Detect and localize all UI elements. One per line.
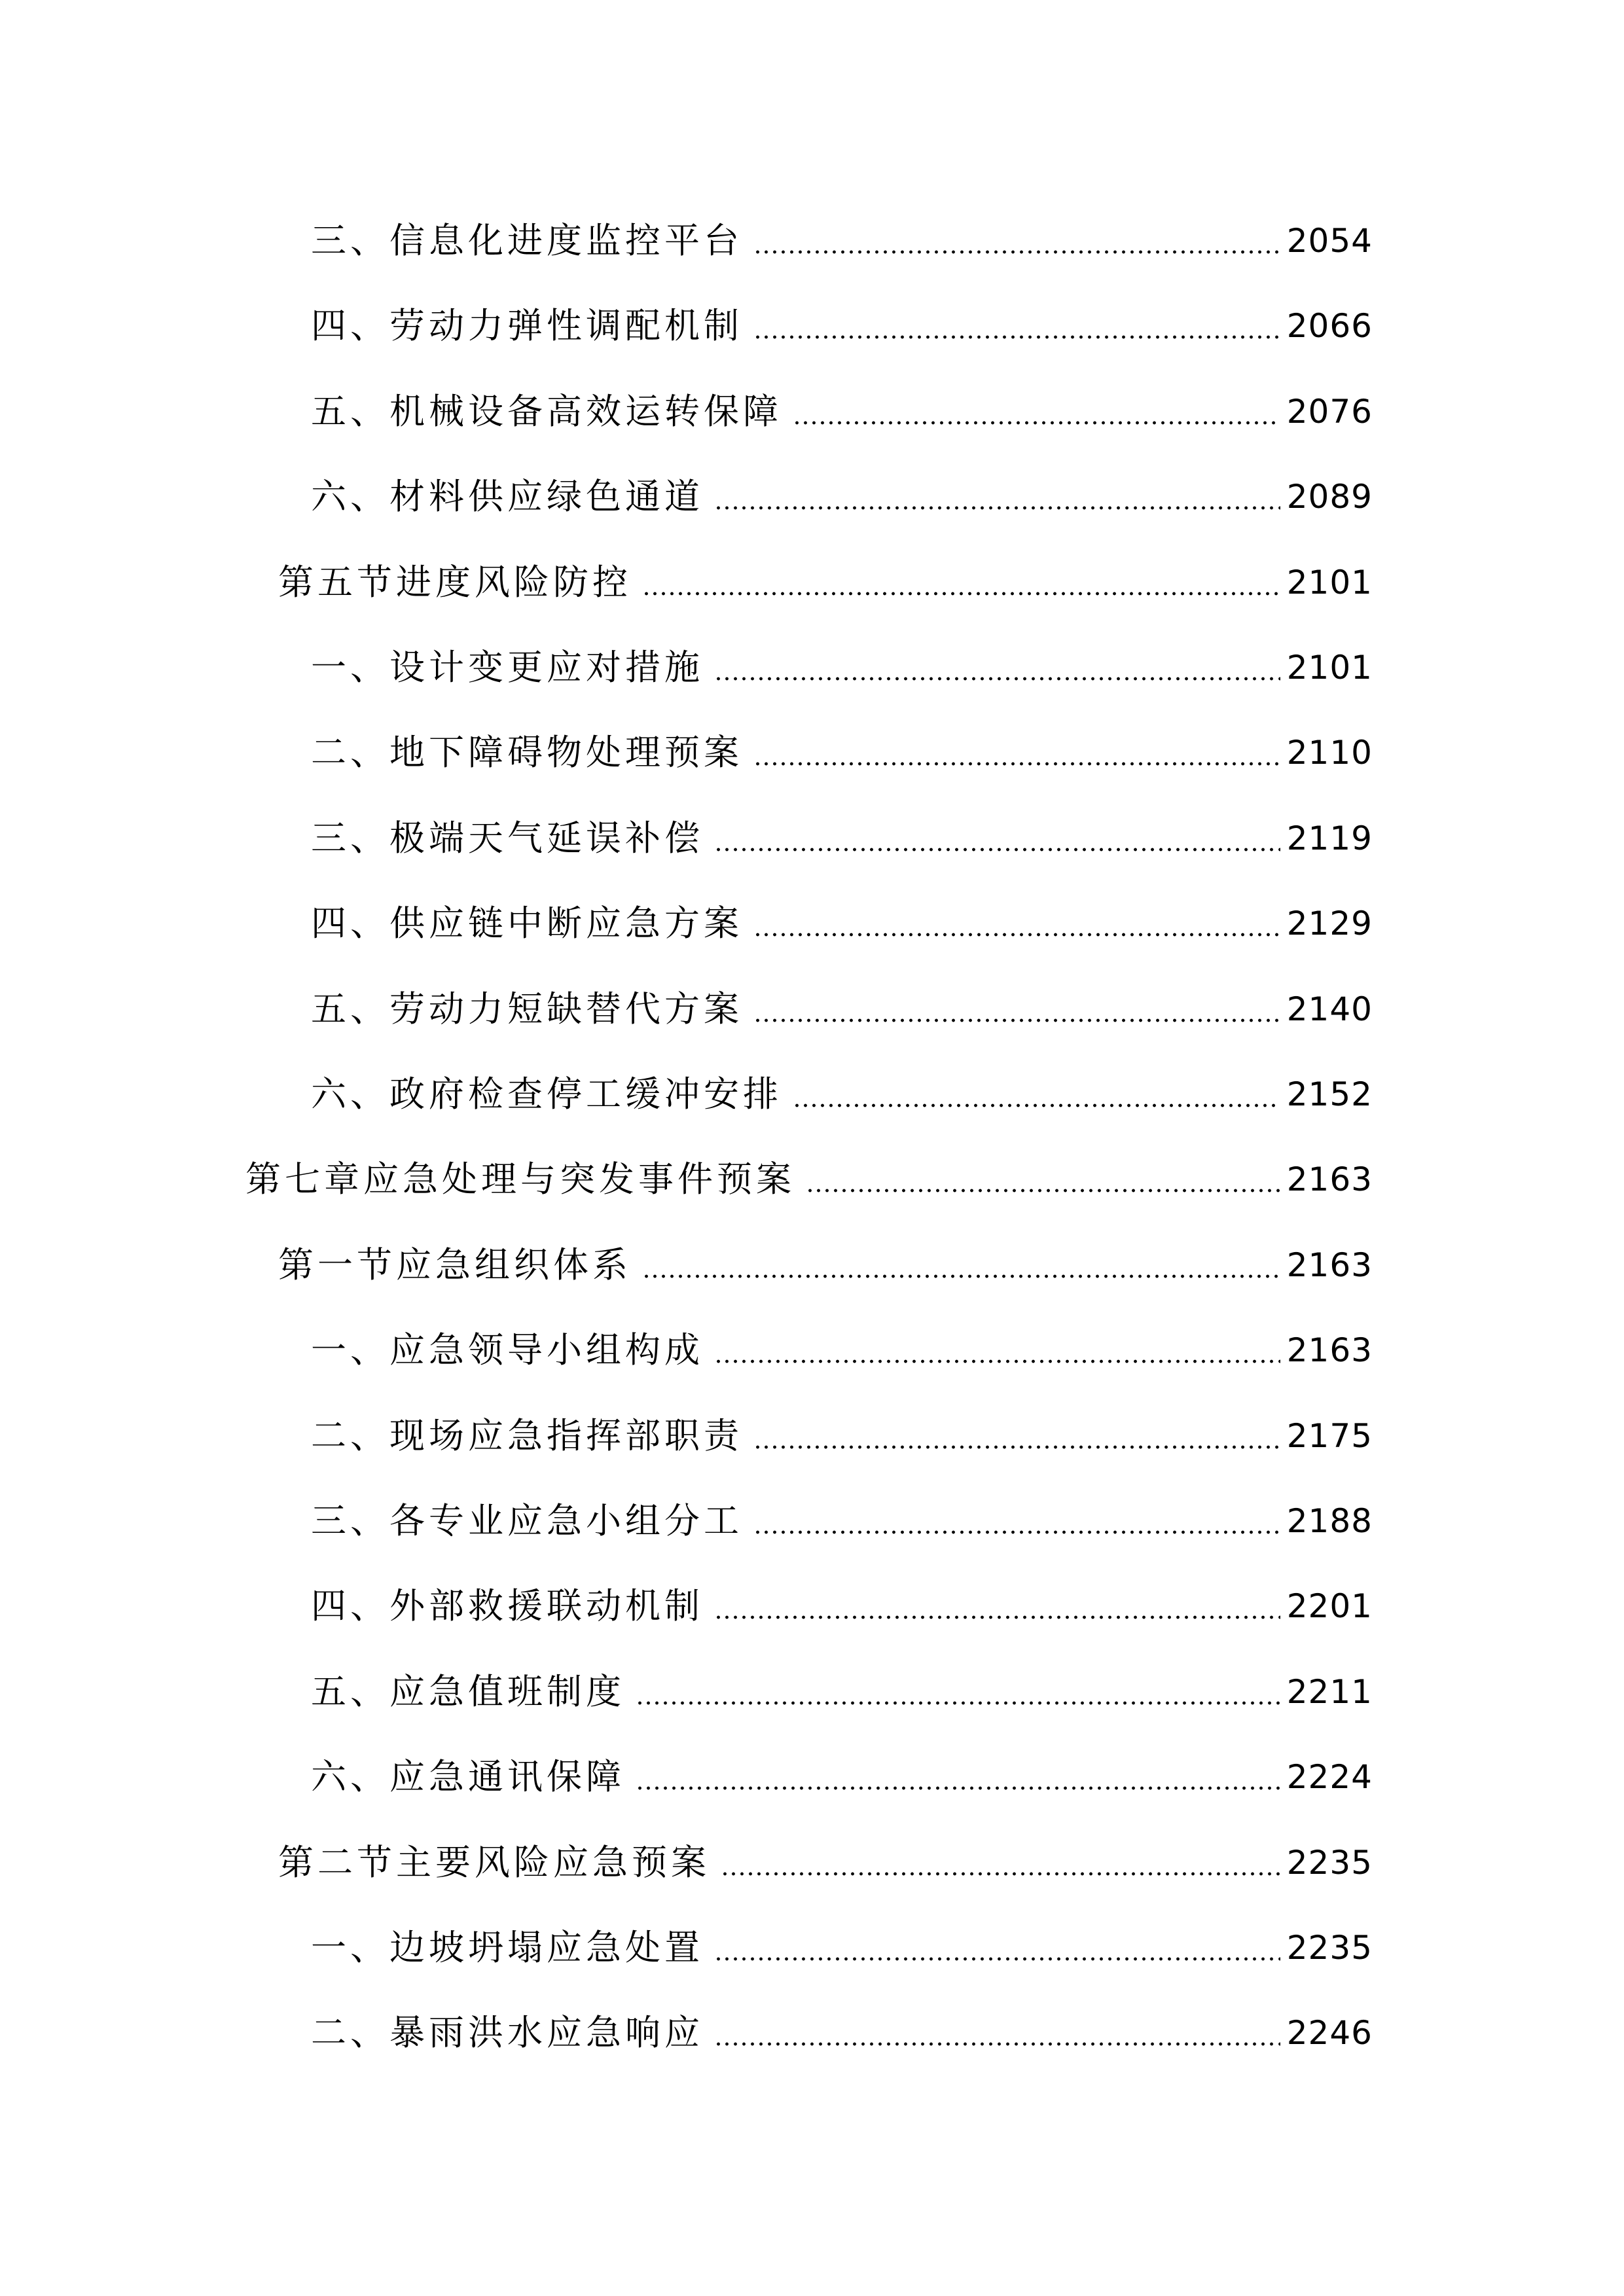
toc-dot-leader (714, 676, 1280, 681)
toc-entry-page-number: 2119 (1286, 819, 1373, 857)
toc-dot-leader (721, 1871, 1280, 1876)
toc-entry-title: 四、外部救援联动机制 (311, 1585, 704, 1626)
toc-entry[interactable] (311, 1488, 1373, 1554)
toc-entry-title: 一、设计变更应对措施 (311, 647, 704, 688)
toc-entry-page-number: 2246 (1286, 2014, 1373, 2052)
toc-entry-page-number: 2054 (1286, 222, 1373, 260)
toc-entry[interactable] (311, 464, 1373, 529)
toc-dot-leader (714, 1359, 1280, 1364)
toc-entry-page-number: 2076 (1286, 393, 1373, 431)
toc-dot-leader (714, 1615, 1280, 1620)
toc-entry[interactable] (245, 1147, 1373, 1212)
toc-entry[interactable] (311, 1744, 1373, 1810)
toc-entry-title: 第七章应急处理与突发事件预案 (245, 1158, 795, 1200)
toc-dot-leader (636, 1785, 1280, 1791)
toc-entry-page-number: 2066 (1286, 307, 1373, 345)
toc-entry-title: 四、劳动力弹性调配机制 (311, 305, 743, 346)
toc-entry-page-number: 2163 (1286, 1160, 1373, 1198)
toc-entry[interactable] (278, 1232, 1373, 1298)
toc-entry[interactable] (278, 550, 1373, 615)
toc-entry[interactable] (311, 1915, 1373, 1981)
toc-entry-title: 六、材料供应绿色通道 (311, 476, 704, 517)
toc-entry-page-number: 2129 (1286, 905, 1373, 942)
toc-entry[interactable] (311, 1659, 1373, 1725)
toc-entry-title: 五、应急值班制度 (311, 1671, 625, 1712)
toc-dot-leader (642, 1274, 1280, 1279)
toc-dot-leader (806, 1188, 1280, 1193)
toc-entry-page-number: 2163 (1286, 1331, 1373, 1369)
toc-dot-leader (753, 932, 1280, 937)
toc-entry-title: 二、地下障碍物处理预案 (311, 732, 743, 773)
toc-entry-page-number: 2235 (1286, 1929, 1373, 1967)
toc-dot-leader (714, 505, 1280, 511)
toc-entry-page-number: 2140 (1286, 990, 1373, 1028)
toc-entry-page-number: 2110 (1286, 734, 1373, 772)
toc-entry[interactable] (311, 1062, 1373, 1127)
toc-dot-leader (714, 1956, 1280, 1962)
toc-entry-title: 第一节应急组织体系 (278, 1244, 632, 1285)
toc-entry[interactable] (311, 806, 1373, 871)
toc-entry-title: 二、现场应急指挥部职责 (311, 1415, 743, 1456)
toc-dot-leader (714, 2041, 1280, 2047)
toc-dot-leader (753, 334, 1280, 340)
toc-entry[interactable] (311, 2000, 1373, 2066)
toc-entry-title: 一、边坡坍塌应急处置 (311, 1927, 704, 1968)
toc-entry[interactable] (311, 1403, 1373, 1469)
toc-entry-title: 五、机械设备高效运转保障 (311, 391, 782, 432)
toc-dot-leader (753, 761, 1280, 766)
toc-entry-title: 二、暴雨洪水应急响应 (311, 2012, 704, 2053)
toc-entry-title: 三、信息化进度监控平台 (311, 220, 743, 261)
toc-entry-title: 六、应急通讯保障 (311, 1756, 625, 1797)
toc-entry-title: 四、供应链中断应急方案 (311, 903, 743, 944)
toc-dot-leader (714, 847, 1280, 852)
toc-entry-page-number: 2224 (1286, 1758, 1373, 1796)
toc-entry-page-number: 2175 (1286, 1417, 1373, 1455)
toc-entry-title: 三、各专业应急小组分工 (311, 1500, 743, 1541)
toc-entry-page-number: 2152 (1286, 1075, 1373, 1113)
toc-dot-leader (753, 1444, 1280, 1450)
toc-entry-page-number: 2101 (1286, 564, 1373, 601)
toc-entry-title: 一、应急领导小组构成 (311, 1329, 704, 1371)
toc-entry[interactable] (311, 635, 1373, 700)
toc-dot-leader (753, 249, 1280, 255)
toc-dot-leader (642, 591, 1280, 596)
toc-entry-page-number: 2101 (1286, 649, 1373, 687)
toc-entry[interactable] (311, 1573, 1373, 1639)
toc-entry-page-number: 2235 (1286, 1844, 1373, 1882)
toc-entry-page-number: 2089 (1286, 478, 1373, 516)
toc-entry[interactable] (311, 1318, 1373, 1383)
toc-entry-page-number: 2188 (1286, 1502, 1373, 1540)
toc-entry[interactable] (311, 891, 1373, 956)
toc-entry-page-number: 2211 (1286, 1673, 1373, 1711)
toc-dot-leader (753, 1530, 1280, 1535)
toc-dot-leader (793, 1103, 1280, 1108)
toc-dot-leader (753, 1018, 1280, 1023)
toc-entry[interactable] (311, 379, 1373, 444)
toc-dot-leader (636, 1700, 1280, 1706)
toc-entry[interactable] (311, 208, 1373, 274)
toc-entry[interactable] (311, 293, 1373, 359)
toc-dot-leader (793, 420, 1280, 425)
toc-entry-title: 第五节进度风险防控 (278, 562, 632, 603)
toc-entry-title: 五、劳动力短缺替代方案 (311, 988, 743, 1030)
toc-entry-page-number: 2163 (1286, 1246, 1373, 1284)
toc-entry[interactable] (311, 720, 1373, 785)
toc-entry[interactable] (311, 977, 1373, 1042)
toc-entry-page-number: 2201 (1286, 1587, 1373, 1625)
toc-entry[interactable] (278, 1830, 1373, 1895)
toc-entry-title: 三、极端天气延误补偿 (311, 817, 704, 859)
toc-entry-title: 第二节主要风险应急预案 (278, 1842, 710, 1883)
toc-entry-title: 六、政府检查停工缓冲安排 (311, 1073, 782, 1115)
